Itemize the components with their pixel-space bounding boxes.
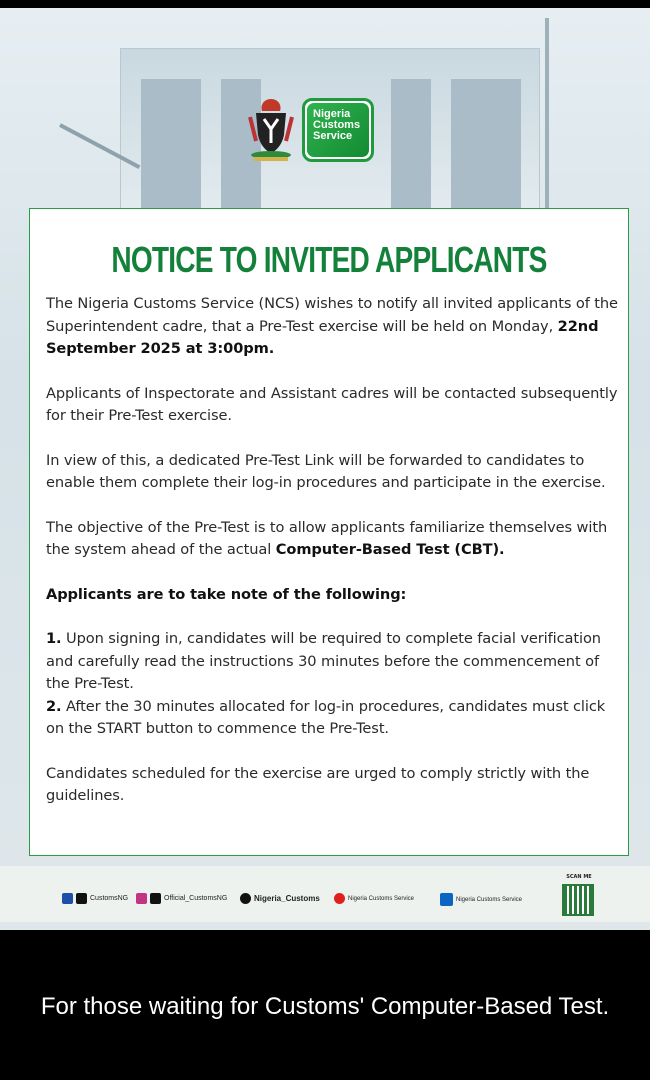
facebook-icon: [62, 893, 73, 904]
instruction-list: [46, 628, 618, 741]
social-handle-linkedin: Nigeria Customs Service: [440, 893, 522, 906]
instagram-icon: [136, 893, 147, 904]
notice-card: [29, 208, 629, 856]
social-handle-facebook-x: CustomsNG: [62, 893, 128, 904]
list-item: 2. After the 30 minutes allocated for log-in procedures, candidates must click on the START button to commence the Pre-Test.: [46, 697, 606, 737]
note-heading: Applicants are to take note of the following:: [46, 585, 407, 603]
ncs-badge: [302, 98, 374, 162]
badge-line: Service: [313, 130, 353, 142]
paragraph-date: The Nigeria Customs Service (NCS) wishes to notify all invited applicants of the Superintendent cadre, that a Pre-Test exercise will be held on Monday, 22nd September 2025 at 3:00pm.: [46, 295, 618, 357]
closing-paragraph: Candidates scheduled for the exercise are urged to comply strictly with the guidelines.: [46, 764, 590, 804]
social-handle-instagram: Official_CustomsNG: [136, 893, 227, 904]
coat-of-arms-icon: [246, 95, 296, 161]
post-caption: For those waiting for Customs' Computer-Based Test.: [40, 993, 610, 1020]
qr-code-icon[interactable]: [562, 884, 594, 916]
customs-logo: [246, 90, 374, 170]
notice-title: NOTICE TO INVITED APPLICANTS: [111, 239, 547, 280]
paragraph-other-cadres: Applicants of Inspectorate and Assistant cadres will be contacted subsequently for their Pre-Test exercise.: [46, 384, 618, 424]
notice-poster: [0, 8, 650, 930]
qr-label: SCAN ME: [566, 874, 592, 880]
threads-icon: [150, 893, 161, 904]
social-footer: [0, 866, 650, 922]
linkedin-icon: [440, 893, 453, 906]
badge-line: Nigeria: [313, 108, 351, 120]
social-handle-tiktok: Nigeria_Customs: [240, 893, 320, 904]
notice-body: [46, 293, 618, 830]
paragraph-link: In view of this, a dedicated Pre-Test Link will be forwarded to candidates to enable them complete their log-in procedures and participate in the exercise.: [46, 451, 606, 491]
youtube-icon: [334, 893, 345, 904]
list-item: 1. Upon signing in, candidates will be required to complete facial verification and carefully read the instructions 30 minutes before the commencement of the Pre-Test.: [46, 630, 601, 692]
tiktok-icon: [240, 893, 251, 904]
x-icon: [76, 893, 87, 904]
paragraph-objective: The objective of the Pre-Test is to allow applicants familiarize themselves with the system ahead of the actual Computer-Based Test (CBT).: [46, 518, 608, 558]
badge-line: Customs: [313, 119, 361, 131]
social-handle-youtube: Nigeria Customs Service: [334, 893, 414, 904]
